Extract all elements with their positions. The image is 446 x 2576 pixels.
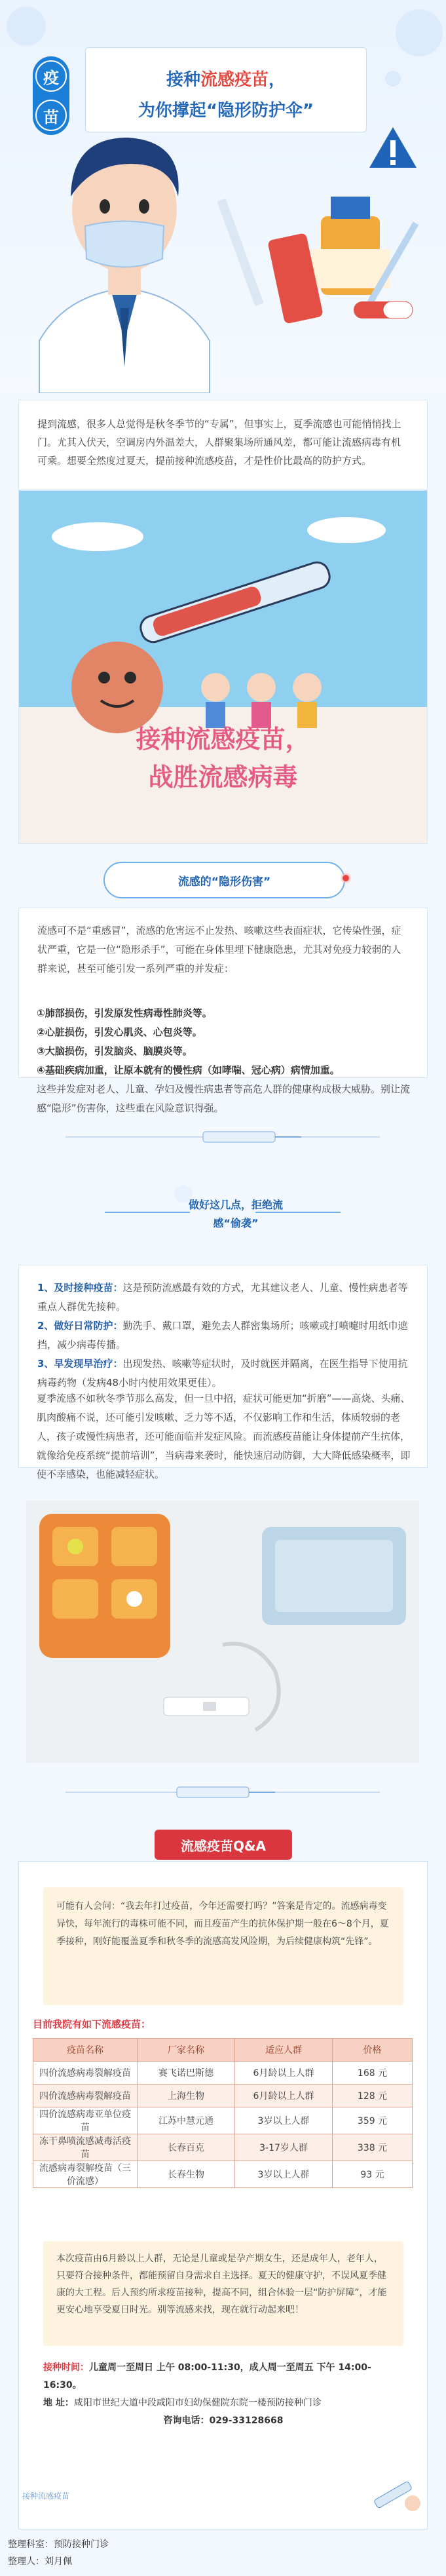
prevent-paragraph-box [37,1389,413,1484]
table-cell: 128 元 [333,2085,413,2107]
doctor-illustration [39,138,210,393]
harm-paragraph-2: 这些并发症对老人、儿童、孕妇及慢性病患者等高危人群的健康构成极大威胁。别让流感“隐形”伤害你，这些重在风险意识得强。 [37,1083,411,1114]
footer-department: 整理科室：预防接种门诊 [8,2539,109,2550]
table-cell: 长春百克 [138,2134,235,2161]
warning-icon [367,125,419,170]
table-cell: 赛飞诺巴斯德 [138,2062,235,2085]
prevent-paragraph: 夏季流感不如秋冬季节那么高发，但一旦中招，症状可能更加“折磨”——高烧、头痛、肌肉酸痛不说，还可能引发咳嗽、乏力等不适，不仅影响工作和生活，体质较弱的老人，孩子或慢性病患者，还可能面临并发症风险。而流感疫苗能让身体提前产生抗体，就像给免疫系统“提前培训”，当病毒来袭时，能快速启动防御，大大降低感染概率，即使不幸感染，也能减轻症状。 [37,1393,411,1480]
harm-item-4: ④基础疾病加重，让原本就有的慢性病（如哮喘、冠心病）病情加重。 [37,1064,340,1076]
table-cell: 93 元 [333,2161,413,2188]
table-row [33,2062,413,2085]
table-cell: 3岁以上人群 [235,2161,333,2188]
medicine-bottles-illustration [217,197,418,324]
col-header-population: 适应人群 [235,2039,333,2062]
section-harm-title: 流感的“隐形伤害” [177,875,271,889]
intro-paragraph: 提到流感，很多人总觉得是秋冬季节的“专属”，但事实上，夏季流感也可能悄悄找上门。尤其入伏天，空调房内外温差大，人群聚集场所通风差，都可能让流感病毒有机可乘。想要全然度过夏天，提前接种流感疫苗，才是性价比最高的防护方式。 [18,400,428,490]
vaccine-table-title: 目前我院有如下流感疫苗： [33,2018,151,2030]
table-row [33,2134,413,2161]
medicine-photo [26,1501,419,1763]
table-cell: 3-17岁人群 [235,2134,333,2161]
table-cell: 6月龄以上人群 [235,2062,333,2085]
table-cell: 四价流感病毒裂解疫苗 [33,2085,138,2107]
syringe-divider-2 [65,1782,380,1802]
col-header-name: 疫苗名称 [33,2039,138,2062]
table-row [33,2161,413,2188]
table-cell: 168 元 [333,2062,413,2085]
table-cell: 四价流感病毒裂解疫苗 [33,2062,138,2085]
footer-author: 整理人：刘月佩 [8,2556,72,2567]
medicine-photo-art [26,1501,419,1763]
section-prevent-header [79,1173,367,1252]
banner-slogan [19,720,427,796]
vaccine-banner [18,490,428,844]
prevent-item-2: 2、做好日常防护：勤洗手、戴口罩，避免去人群密集场所；咳嗽或打喷嚏时用纸巾遮挡，减少病毒传播。 [37,1320,408,1351]
phone-line: 咨询电话：029-33128668 [163,2415,284,2426]
badge-char-1: 疫 [43,68,59,87]
harm-item-1: ①肺部损伤，引发原发性病毒性肺炎等。 [37,1007,212,1019]
red-dot-icon [340,872,352,884]
badge-char-2: 苗 [43,107,59,126]
col-header-price: 价格 [333,2039,413,2062]
syringe-divider [65,1127,380,1147]
banner-slogan-line-1: 接种流感疫苗， [136,725,310,754]
col-header-maker: 厂家名称 [138,2039,235,2062]
corner-label: 接种流感疫苗 [22,2491,70,2501]
hours-line: 接种时间：儿童周一至周日 上午 08:00-11:30，成人周一至周五 下午 14:00-16:30。 [43,2362,371,2391]
table-row [33,2107,413,2134]
section-harm-header [103,862,345,898]
banner-slogan-line-2: 战胜流感病毒 [148,763,298,792]
syringe-icon [367,2464,426,2516]
table-cell: 流感病毒裂解疫苗（三价流感） [33,2161,138,2188]
qa-box [43,1887,403,2005]
harm-item-3: ③大脑损伤，引发脑炎、脑膜炎等。 [37,1045,193,1057]
hero-title-line-2: 为你撑起“隐形防护伞” [138,101,314,121]
table-cell: 四价流感病毒亚单位疫苗 [33,2107,138,2134]
contact-info [43,2359,403,2430]
hero-header [0,0,446,393]
table-cell: 上海生物 [138,2085,235,2107]
table-row [33,2085,413,2107]
vaccine-badge [33,56,69,135]
section-qa-header: 流感疫苗Q&A [155,1830,292,1860]
vaccine-table [33,2038,413,2188]
table-cell: 3岁以上人群 [235,2107,333,2134]
hero-title-line-1: 接种流感疫苗， [166,70,286,90]
notice-text: 本次疫苗由6月龄以上人群，无论是儿童或是孕产期女生，还是成年人，老年人，只要符合接种条件，都能预留自身需求自主选择。夏天的健康守护，不误风夏季健康的大工程。后人预约所求疫苗接种，提高不同，组合体验一层“防护屏障”，才能更安心地享受夏日时光。别等流感来找，现在就行动起来吧！ [56,2254,387,2315]
harm-list [37,1004,413,1118]
hero-title-box [85,47,367,132]
table-cell: 长春生物 [138,2161,235,2188]
prevent-item-1: 1、及时接种疫苗：这是预防流感最有效的方式，尤其建议老人、儿童、慢性病患者等重点人群优先接种。 [37,1282,408,1313]
table-cell: 冻干鼻喷流感减毒活疫苗 [33,2134,138,2161]
harm-paragraph-1: 流感可不是“重感冒”，流感的危害远不止发热、咳嗽这些表面症状，它传染性强，症状严重，它是一位“隐形杀手”，可能在身体里埋下健康隐患，尤其对免疫力较弱的人群来说，甚至可能引发一系列严重的并发症： [37,925,401,974]
harm-item-2: ②心脏损伤，引发心肌炎、心包炎等。 [37,1026,202,1038]
table-cell: 6月龄以上人群 [235,2085,333,2107]
table-cell: 江苏中慧元通 [138,2107,235,2134]
address-line: 地 址：咸阳市世纪大道中段咸阳市妇幼保健院东院一楼预防接种门诊 [43,2398,322,2408]
notice-box [43,2241,403,2346]
table-header-row [33,2039,413,2062]
prevent-item-3: 3、早发现早治疗：出现发热、咳嗽等症状时，及时就医并隔离，在医生指导下使用抗病毒药物（发病48小时内使用效果更佳）。 [37,1358,408,1389]
table-cell: 359 元 [333,2107,413,2134]
qa-text: 可能有人会问：“我去年打过疫苗，今年还需要打吗？”答案是肯定的。流感病毒变异快，每年流行的毒株可能不同，而且疫苗产生的抗体保护期一般在6～8个月，夏季接种，刚好能覆盖夏季和秋冬季的流感高发风险期，为后续健康构筑“先锋”。 [56,1901,389,1947]
section-prevent-title: 做好这几点，拒绝流感“偷袭” [188,1199,283,1229]
table-cell: 338 元 [333,2134,413,2161]
